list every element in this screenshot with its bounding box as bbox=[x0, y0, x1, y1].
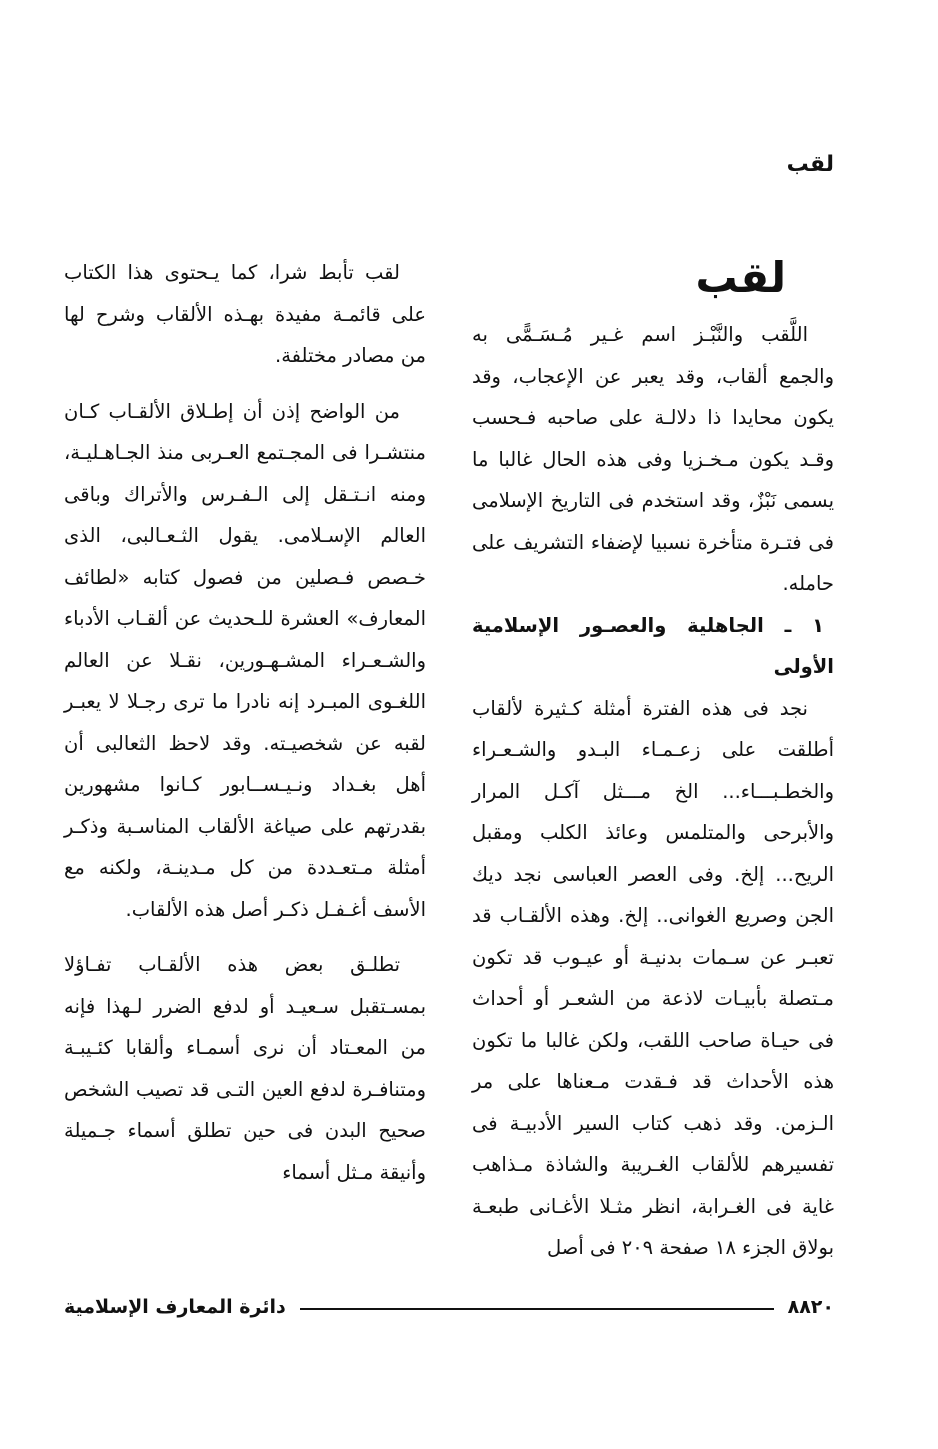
section-heading: ١ ـ الجاهلية والعصـور الإسلامية الأولى bbox=[472, 613, 834, 678]
paragraph-spread-of-titles: من الواضح إذن أن إطـلاق الألقـاب كـان منتشـرا فى المجـتمع العـربى منذ الجـاهـليـة، ومنه انـتـقل إلى الـفـرس والأتراك وباقى العالم الإسـلامى. يقول الثـعـالبى، الذى خـصص فـصلين من فصول كتابه «لطائف المعارف» العشرة للـحديث عن ألقـاب الأدباء والشـعـراء المشـهـورين، نقـلا عن العالم اللغـوى المبـرد إنه نادرا ما ترى رجـلا لا يعبـر لقبه عن شخصيـته. وقد لاحظ الثعالبى أن أهل بغـداد ونـيـســابور كـانوا مشهورين بقدرتهم على صياغة الألقاب المناسـبة وذكـر أمثلة مـتعـددة من كل مـدينـة، ولكنه مع الأسف أغـفـل ذكـر أصل هذه الألقاب. bbox=[64, 399, 426, 921]
encyclopedia-title: دائرة المعارف الإسلامية bbox=[64, 1296, 286, 1318]
intro-paragraph: اللَّقب والنَّبْـز اسم غـير مُـسَـمًّى به والجمع ألقاب، وقد يعبر عن الإعجاب، وقد يكون محايدا ذا دلالـة على صاحبه فـحسب وقـد يكون مـخـزيا وفى هذه الحال غالبا ما يسمى نَبْزٌ، وقد استخدم فى التاريخ الإسلامى فى فتـرة متأخرة نسبيا لإضفاء التشريف على حامله. bbox=[472, 323, 834, 595]
right-column bbox=[472, 248, 834, 1269]
entry-title: لقب bbox=[695, 253, 786, 302]
page-footer bbox=[64, 1292, 834, 1322]
paragraph-continuation: لقب تأبط شرا، كما يـحتوى هذا الكتاب على قائمـة مفيدة بهـذه الألقاب وشرح لها من مصادر مختلفة. bbox=[64, 261, 426, 367]
running-head: لقب bbox=[786, 152, 834, 177]
section-paragraph: نجد فى هذه الفترة أمثلة كـثيرة لألقاب أطلقت على زعـمـاء البـدو والشـعـراء والخطـبـــاء... الخ مـــثل آكـل المرار والأبرحى والمتلمس وعائذ الكلب ومقبل الريح... إلخ. وفى العصر العباسى نجد ديك الجن وصريع الغوانى.. إلخ. وهذه الألقـاب قد تعبـر عن سـمات بدنيـة أو عيـوب قد تكون مـتصلة بأبيـات لاذعة من الشعـر أو أحداث فى حيـاة صاحب اللقب، ولكن غالبا ما تكون هذه الأحداث قد فـقدت مـعناها على مر الـزمن. وقد ذهب كتاب السير الأدبيـة فى تفسيرهم للألقاب الغـريبة والشاذة مـذاهب غاية فى الغـرابة، انظر مثـلا الأغـانى طبعـة بولاق الجزء ١٨ صفحة ٢٠٩ فى أصل bbox=[472, 696, 834, 1259]
left-column bbox=[64, 252, 426, 1193]
paragraph-auspicious-titles: تطلـق بعض هذه الألقـاب تفـاؤلا بمسـتقبل سـعيـد أو لدفع الضرر لـهذا فإنه من المعـتاد أن نرى أسمـاء وألقابا كئـيبـة ومتنافـرة لدفع العين التـى قد تصيب الشخص صحيح البدن فى حين تطلق أسماء جـميلة وأنيقة مـثل أسماء bbox=[64, 953, 426, 1184]
footer-rule bbox=[300, 1308, 774, 1310]
page-number: ٨٨٢٠ bbox=[787, 1296, 834, 1318]
